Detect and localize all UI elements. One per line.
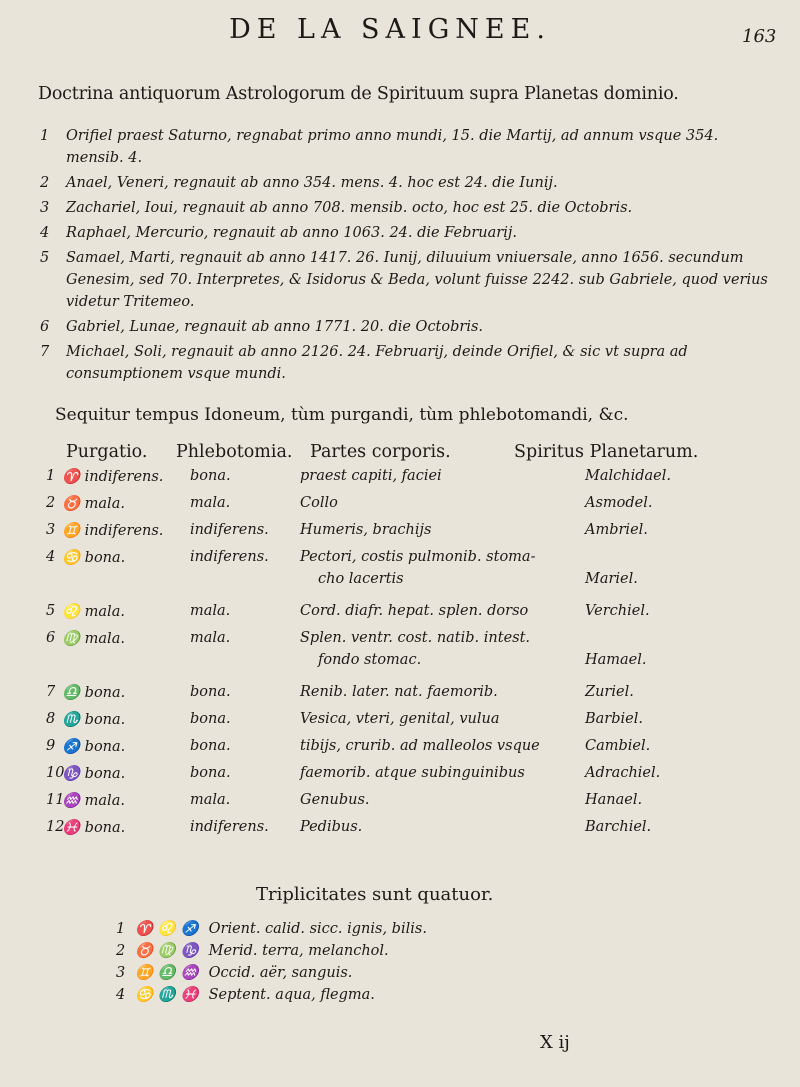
purgatio-cell: ♍ mala. xyxy=(62,631,125,647)
spiritus-cell: Cambiel. xyxy=(585,738,651,754)
purgatio-cell: ♈ indiferens. xyxy=(62,469,164,485)
triplicitas-row xyxy=(116,940,427,962)
purgatio-cell: ♒ mala. xyxy=(62,793,125,809)
phlebotomia-cell: indiferens. xyxy=(190,549,269,565)
spiritus-cell: Asmodel. xyxy=(585,495,653,511)
phlebotomia-cell: mala. xyxy=(190,792,231,808)
table-row xyxy=(0,819,800,846)
row-number: 7 xyxy=(46,684,56,700)
partes-cell: Vesica, vteri, genital, vulua xyxy=(300,711,500,727)
triplicitas-text: Orient. calid. sicc. ignis, bilis. xyxy=(208,921,427,937)
table-row xyxy=(0,522,800,549)
col-head-spiritus: Spiritus Planetarum. xyxy=(514,442,699,462)
row-number: 2 xyxy=(46,495,56,511)
col-head-phlebotomia: Phlebotomia. xyxy=(176,442,293,462)
row-number: 8 xyxy=(46,711,56,727)
row-number: 1 xyxy=(46,468,56,484)
purgatio-cell: ♏ bona. xyxy=(62,712,126,728)
phlebotomia-cell: bona. xyxy=(190,765,231,781)
list-item-number: 1 xyxy=(40,128,50,144)
list-item-text: Raphael, Mercurio, regnauit ab anno 1063. 24. die Februarij. xyxy=(66,225,517,241)
list-item xyxy=(40,341,780,385)
purgatio-cell: ♐ bona. xyxy=(62,739,126,755)
spiritus-cell: Ambriel. xyxy=(585,522,648,538)
phlebotomia-cell: mala. xyxy=(190,630,231,646)
list-item-text: Gabriel, Lunae, regnauit ab anno 1771. 20. die Octobris. xyxy=(66,319,484,335)
spiritus-cell: Barchiel. xyxy=(585,819,652,835)
list-item xyxy=(40,222,780,244)
phlebotomia-cell: bona. xyxy=(190,738,231,754)
purgatio-cell: ♌ mala. xyxy=(62,604,125,620)
list-item xyxy=(40,197,780,219)
row-number: 9 xyxy=(46,738,56,754)
triplicitates-title: Triplicitates sunt quatuor. xyxy=(256,884,494,905)
table-row xyxy=(0,792,800,819)
spiritus-cell: Zuriel. xyxy=(585,684,634,700)
signature-mark: X ij xyxy=(540,1032,570,1053)
table-row xyxy=(0,630,800,684)
row-number: 11 xyxy=(46,792,65,808)
purgatio-cell: ♑ bona. xyxy=(62,766,126,782)
list-item-text: Michael, Soli, regnauit ab anno 2126. 24. Februarij, deinde Orifiel, & sic vt supra ad consumptionem vsque mundi. xyxy=(66,344,688,382)
row-number: 10 xyxy=(46,765,65,781)
purgatio-cell: ♋ bona. xyxy=(62,550,126,566)
partes-cell: praest capiti, faciei xyxy=(300,468,442,484)
table-row xyxy=(0,711,800,738)
list-item-number: 7 xyxy=(40,344,50,360)
purgatio-cell: ♊ indiferens. xyxy=(62,523,164,539)
table-header xyxy=(0,442,800,468)
triplicitas-signs: ♈ ♌ ♐ xyxy=(135,921,199,937)
spiritus-cell: Barbiel. xyxy=(585,711,643,727)
list-item-text: Zachariel, Ioui, regnauit ab anno 708. mensib. octo, hoc est 25. die Octobris. xyxy=(66,200,633,216)
sequitur-line: Sequitur tempus Idoneum, tùm purgandi, tùm phlebotomandi, &c. xyxy=(55,405,629,425)
running-head: DE LA SAIGNEE. xyxy=(229,14,551,45)
table-row xyxy=(0,603,800,630)
triplicitas-num: 4 xyxy=(116,987,126,1003)
partes-cell: Cord. diafr. hepat. splen. dorso xyxy=(300,603,529,619)
row-number: 4 xyxy=(46,549,56,565)
row-number: 3 xyxy=(46,522,56,538)
triplicitas-num: 2 xyxy=(116,943,126,959)
list-item xyxy=(40,247,780,313)
triplicitates-list xyxy=(116,918,427,1006)
row-number: 5 xyxy=(46,603,56,619)
table-row xyxy=(0,495,800,522)
triplicitas-row xyxy=(116,962,427,984)
list-item xyxy=(40,125,780,169)
triplicitas-text: Occid. aër, sanguis. xyxy=(208,965,353,981)
row-number: 12 xyxy=(46,819,65,835)
triplicitas-text: Septent. aqua, flegma. xyxy=(208,987,375,1003)
list-item-number: 5 xyxy=(40,250,50,266)
partes-cell: Pedibus. xyxy=(300,819,363,835)
phlebotomia-cell: bona. xyxy=(190,468,231,484)
spiritus-cell: Adrachiel. xyxy=(585,765,661,781)
partes-cell: tibijs, crurib. ad malleolos vsque xyxy=(300,738,540,754)
list-item-number: 6 xyxy=(40,319,50,335)
phlebotomia-cell: bona. xyxy=(190,684,231,700)
phlebotomia-cell: mala. xyxy=(190,603,231,619)
triplicitas-signs: ♊ ♎ ♒ xyxy=(135,965,199,981)
partes-cell: Collo xyxy=(300,495,338,511)
purgatio-cell: ♉ mala. xyxy=(62,496,125,512)
table-row xyxy=(0,738,800,765)
list-item xyxy=(40,316,780,338)
table-row xyxy=(0,684,800,711)
col-head-partes: Partes corporis. xyxy=(310,442,451,462)
col-head-purgatio: Purgatio. xyxy=(66,442,148,462)
list-item-number: 3 xyxy=(40,200,50,216)
partes-cell: faemorib. atque subinguinibus xyxy=(300,765,525,781)
partes-cell: Humeris, brachijs xyxy=(300,522,432,538)
partes-cell: Pectori, costis pulmonib. stoma- xyxy=(300,549,536,565)
partes-cell-continued: cho lacertis xyxy=(318,571,404,587)
page-number: 163 xyxy=(742,26,777,47)
spiritus-cell: Malchidael. xyxy=(585,468,671,484)
list-item-text: Orifiel praest Saturno, regnabat primo anno mundi, 15. die Martij, ad annum vsque 354. mensib. 4. xyxy=(66,128,719,166)
row-number: 6 xyxy=(46,630,56,646)
list-item-number: 4 xyxy=(40,225,50,241)
section-heading: Doctrina antiquorum Astrologorum de Spirituum supra Planetas dominio. xyxy=(38,84,679,104)
list-item-number: 2 xyxy=(40,175,50,191)
spirits-reign-list xyxy=(40,125,780,388)
table-row xyxy=(0,468,800,495)
triplicitas-row xyxy=(116,984,427,1006)
table-row xyxy=(0,765,800,792)
triplicitas-signs: ♋ ♏ ♓ xyxy=(135,987,199,1003)
triplicitas-num: 1 xyxy=(116,921,126,937)
partes-cell: Genubus. xyxy=(300,792,370,808)
spiritus-cell: Hanael. xyxy=(585,792,643,808)
phlebotomia-cell: bona. xyxy=(190,711,231,727)
phlebotomia-cell: indiferens. xyxy=(190,522,269,538)
triplicitas-text: Merid. terra, melanchol. xyxy=(208,943,389,959)
zodiac-table xyxy=(0,468,800,846)
phlebotomia-cell: mala. xyxy=(190,495,231,511)
partes-cell-continued: fondo stomac. xyxy=(318,652,422,668)
spiritus-cell: Hamael. xyxy=(585,652,647,668)
table-row xyxy=(0,549,800,603)
list-item-text: Samael, Marti, regnauit ab anno 1417. 26. Iunij, diluuium vniuersale, anno 1656. secundum Genesim, sed 70. Interpretes, & Isidorus & Beda, volunt fuisse 2242. sub Gabriele, quod verius videtur Tritemeo. xyxy=(66,250,768,310)
triplicitas-num: 3 xyxy=(116,965,126,981)
triplicitas-row xyxy=(116,918,427,940)
purgatio-cell: ♎ bona. xyxy=(62,685,126,701)
list-item xyxy=(40,172,780,194)
list-item-text: Anael, Veneri, regnauit ab anno 354. mens. 4. hoc est 24. die Iunij. xyxy=(66,175,558,191)
phlebotomia-cell: indiferens. xyxy=(190,819,269,835)
triplicitas-signs: ♉ ♍ ♑ xyxy=(135,943,199,959)
partes-cell: Splen. ventr. cost. natib. intest. xyxy=(300,630,531,646)
purgatio-cell: ♓ bona. xyxy=(62,820,126,836)
spiritus-cell: Mariel. xyxy=(585,571,638,587)
spiritus-cell: Verchiel. xyxy=(585,603,650,619)
partes-cell: Renib. later. nat. faemorib. xyxy=(300,684,498,700)
